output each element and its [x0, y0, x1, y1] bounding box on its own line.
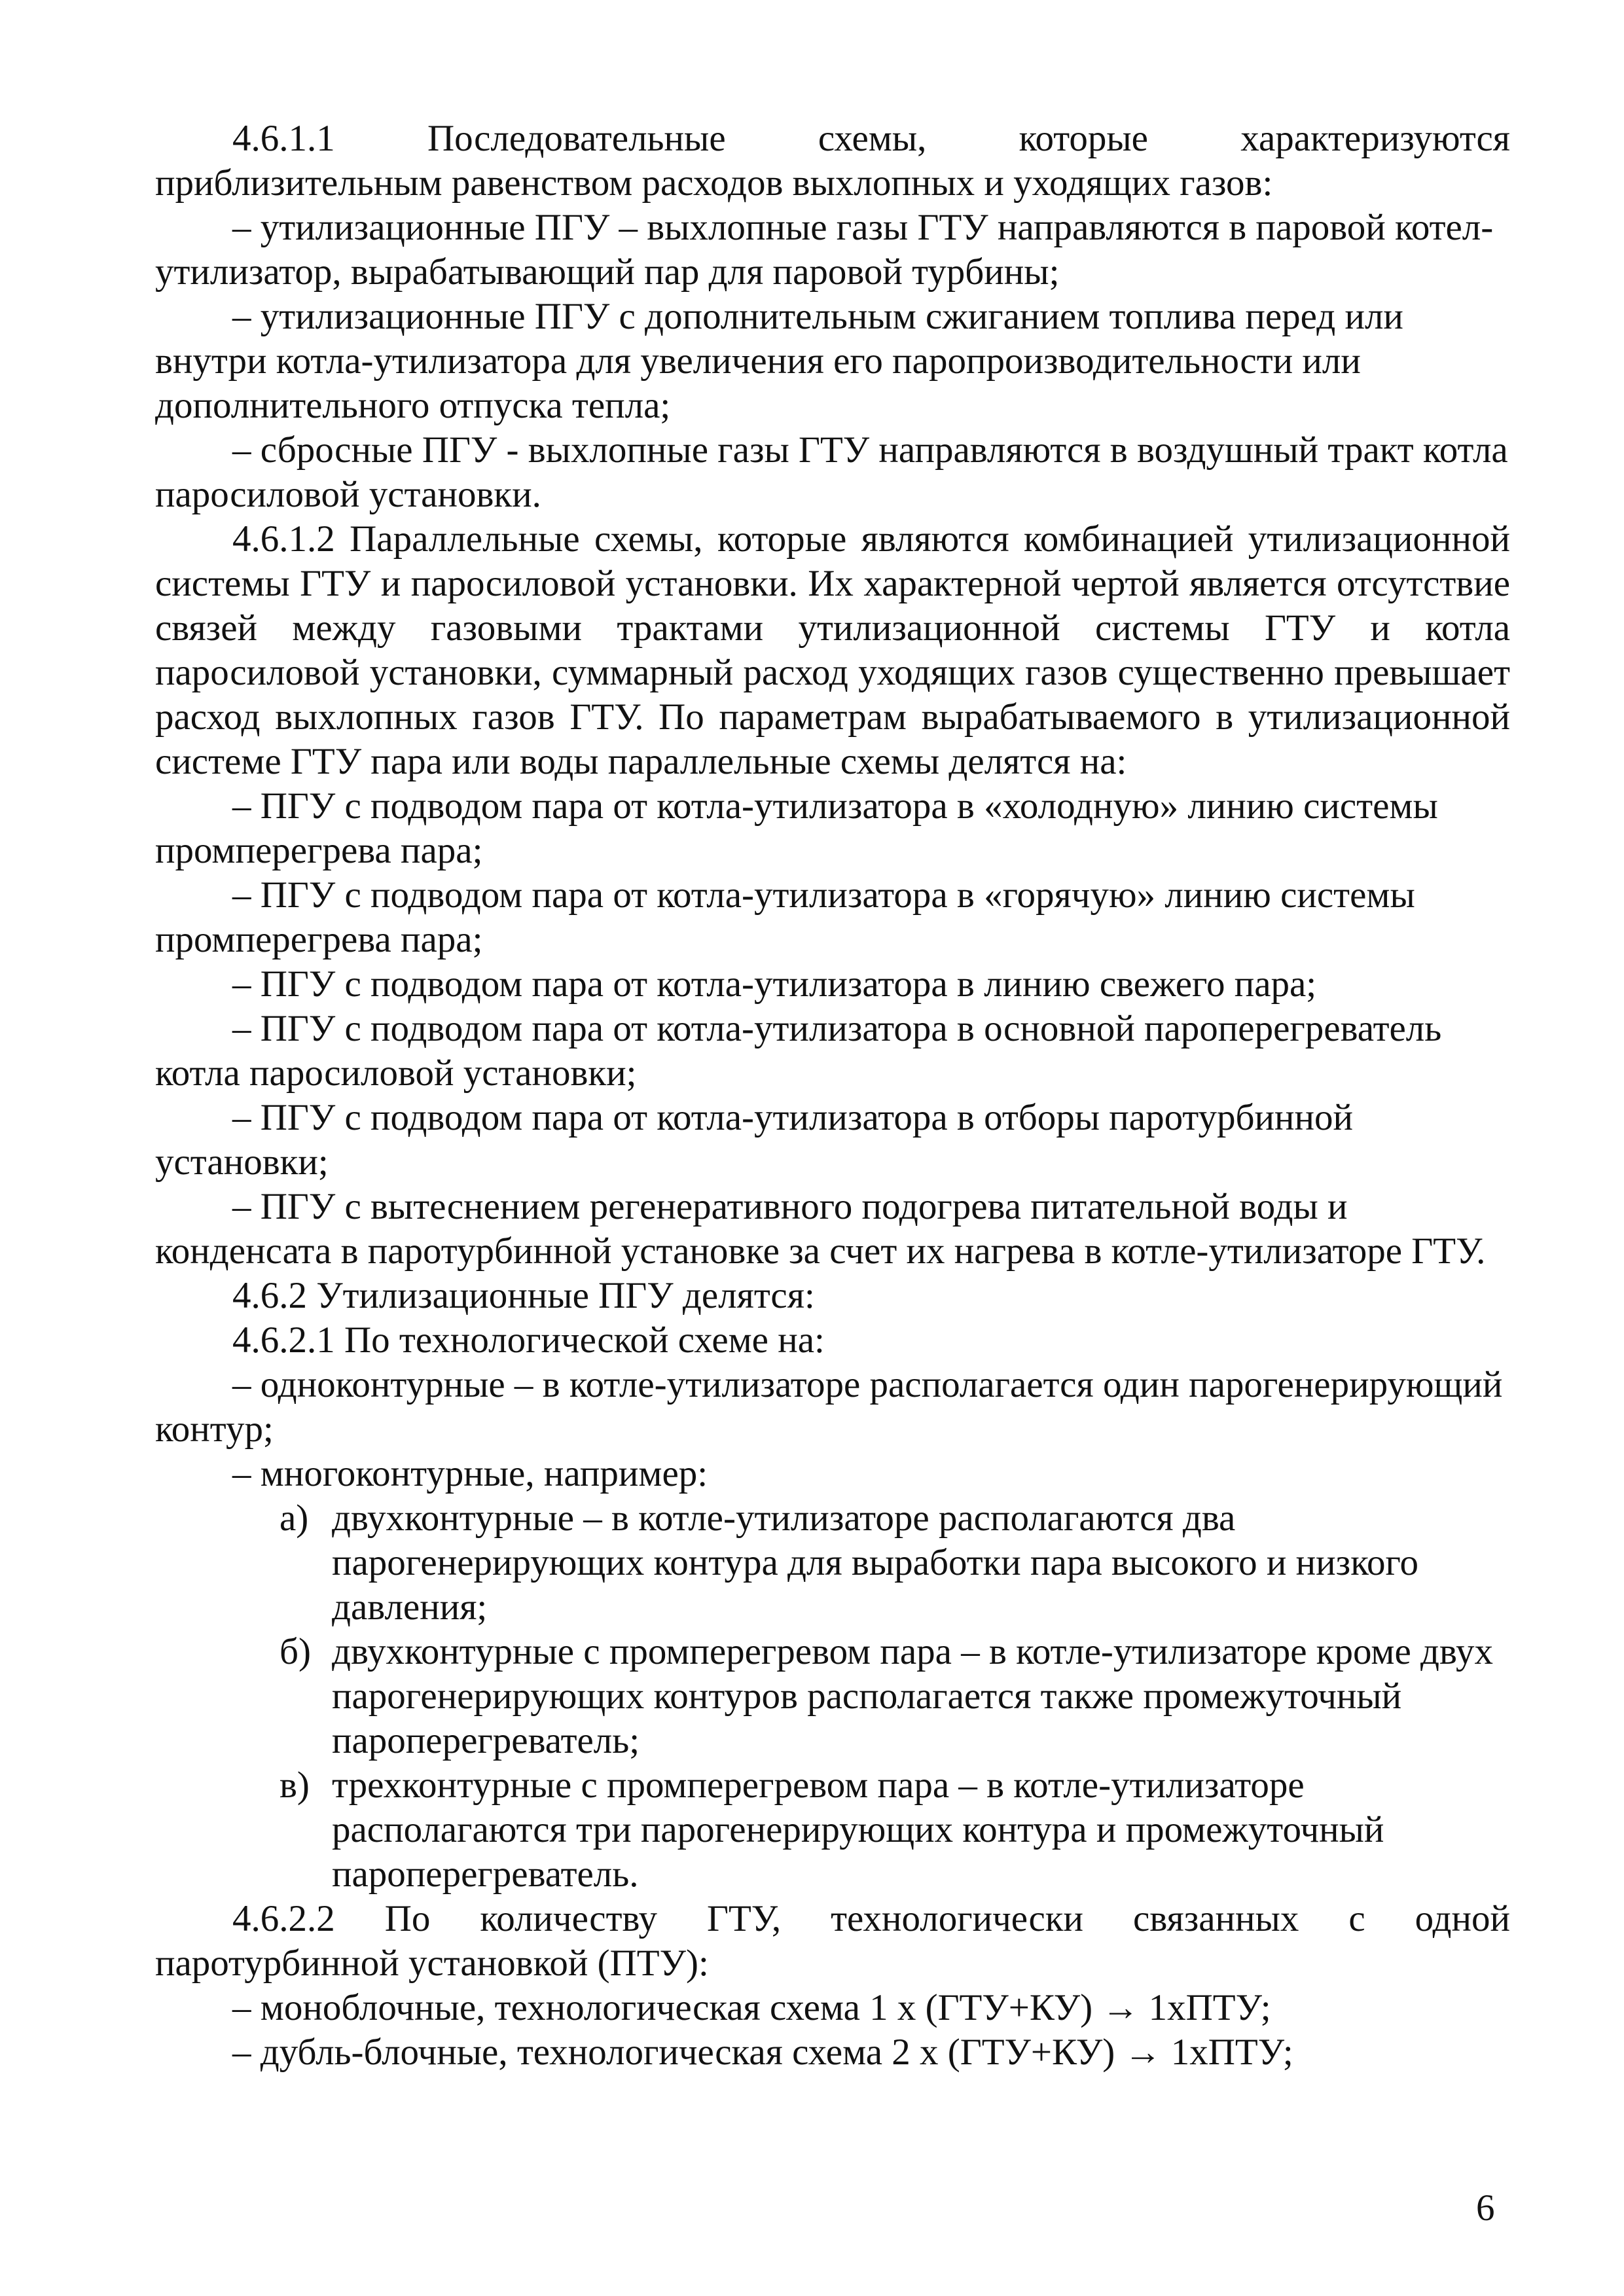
list-item: – ПГУ с вытеснением регенеративного подогрева питательной воды и конденсата в паротурбинной установке за счет их нагрева в котле-утилизаторе ГТУ. — [155, 1186, 1486, 1272]
paragraph-4-6-1-2: 4.6.1.2 Параллельные схемы, которые являются комбинацией утилизационной системы ГТУ и паросиловой установки. Их характерной чертой является отсутствие связей между газовыми трактами утилизационной системы ГТУ и котла паросиловой установки, суммарный расход уходящих газов существенно превышает расход выхлопных газов ГТУ. По параметрам вырабатываемого в утилизационной системе ГТУ пара или воды параллельные схемы делятся на: — [155, 518, 1510, 782]
paragraph-4-6-1-1-heading: 4.6.1.1 Последовательные схемы, которые характеризуются — [232, 118, 1510, 159]
list-item: – одноконтурные – в котле-утилизаторе располагается один парогенерирующий контур; — [155, 1364, 1503, 1450]
document-body — [155, 117, 1510, 2075]
page-number: 6 — [1476, 2187, 1495, 2229]
sub-list-marker: б) — [280, 1631, 311, 1672]
paragraph-4-6-2: 4.6.2 Утилизационные ПГУ делятся: — [232, 1275, 815, 1316]
sub-list-item — [155, 1763, 1510, 1897]
sub-list-text: двухконтурные – в котле-утилизаторе располагаются два парогенерирующих контура для выработки пара высокого и низкого давления; — [332, 1498, 1418, 1628]
sub-list-item — [155, 1496, 1510, 1630]
list-item: – утилизационные ПГУ с дополнительным сжиганием топлива перед или внутри котла-утилизатора для увеличения его паропроизводительности или дополнительного отпуска тепла; — [155, 296, 1403, 426]
sub-list-text: двухконтурные с промперегревом пара – в котле-утилизаторе кроме двух парогенерирующих контуров располагается также промежуточный пароперегреватель; — [332, 1631, 1493, 1761]
list-item: – дубль-блочные, технологическая схема 2 х (ГТУ+КУ) → 1хПТУ; — [232, 2032, 1293, 2073]
sub-list-marker: а) — [280, 1498, 309, 1539]
list-item: – ПГУ с подводом пара от котла-утилизатора в основной пароперегреватель котла паросиловой установки; — [155, 1008, 1442, 1094]
list-item: – утилизационные ПГУ – выхлопные газы ГТУ направляются в паровой котел-утилизатор, вырабатывающий пар для паровой турбины; — [155, 207, 1494, 293]
paragraph-4-6-2-2-heading: 4.6.2.2 По количеству ГТУ, технологически связанных с одной — [232, 1898, 1510, 1939]
paragraph-4-6-1-1-continuation: приблизительным равенством расходов выхлопных и уходящих газов: — [155, 162, 1273, 204]
sub-list-text: трехконтурные с промперегревом пара – в котле-утилизаторе располагаются три парогенерирующих контура и промежуточный пароперегреватель. — [332, 1765, 1384, 1895]
sub-list-item — [155, 1630, 1510, 1763]
list-item: – ПГУ с подводом пара от котла-утилизатора в «горячую» линию системы промперегрева пара; — [155, 874, 1415, 960]
list-item: – сбросные ПГУ - выхлопные газы ГТУ направляются в воздушный тракт котла паросиловой установки. — [155, 429, 1508, 515]
list-item: – ПГУ с подводом пара от котла-утилизатора в отборы паротурбинной установки; — [155, 1097, 1354, 1183]
paragraph-4-6-2-2-continuation: паротурбинной установкой (ПТУ): — [155, 1943, 709, 1984]
sub-list-marker: в) — [280, 1765, 310, 1806]
list-item: – ПГУ с подводом пара от котла-утилизатора в линию свежего пара; — [232, 963, 1317, 1005]
list-item: – ПГУ с подводом пара от котла-утилизатора в «холодную» линию системы промперегрева пара; — [155, 785, 1438, 871]
list-item: – моноблочные, технологическая схема 1 х (ГТУ+КУ) → 1хПТУ; — [232, 1987, 1271, 2028]
list-item: – многоконтурные, например: — [232, 1453, 708, 1494]
paragraph-4-6-2-1: 4.6.2.1 По технологической схеме на: — [232, 1319, 825, 1361]
